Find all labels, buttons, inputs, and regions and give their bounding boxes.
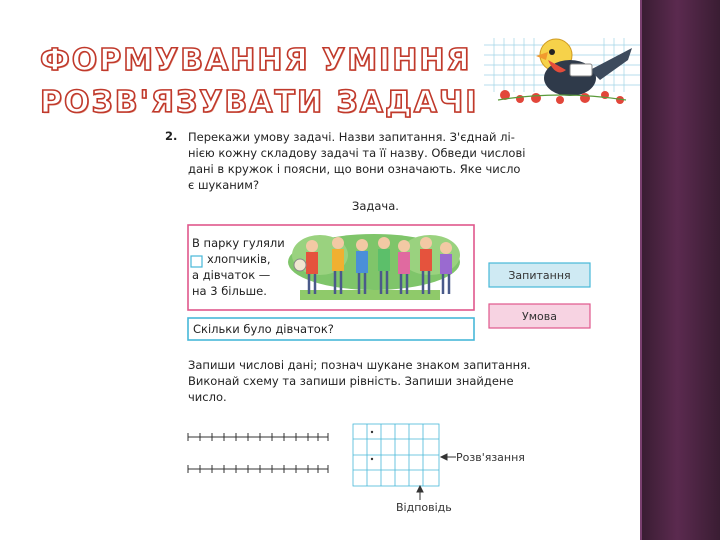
bird-illustration — [498, 39, 632, 104]
grid-dot-1 — [371, 431, 373, 433]
problem-question-text: Скільки було дівчаток? — [193, 322, 334, 336]
task-number: 2. — [165, 129, 178, 143]
instruction-line: дані в кружок і поясни, що вони означають. Яке число — [188, 162, 521, 176]
grid-dot-2 — [371, 458, 373, 460]
task-instruction-2 — [188, 357, 548, 405]
instruction-line: є шуканим? — [188, 178, 260, 192]
task-instruction — [188, 129, 548, 193]
instruction2-line: Запиши числові дані; познач шукане знаком запитання. — [188, 358, 531, 372]
title-line-1: ФОРМУВАННЯ УМІННЯ — [40, 43, 472, 78]
solution-label: Розв'язання — [456, 451, 525, 464]
segment-scheme-1 — [188, 433, 328, 441]
problem-line: В парку гуляли — [192, 236, 285, 250]
title-line-2: РОЗВ'ЯЗУВАТИ ЗАДАЧІ — [40, 85, 479, 120]
solution-arrow — [441, 454, 456, 460]
instruction-line: Перекажи умову задачі. Назви запитання. З'єднай лі- — [188, 130, 515, 144]
label-question: Запитання — [508, 268, 571, 282]
instruction-line: нією кожну складову задачі та її назву. Обведи числові — [188, 146, 526, 160]
instruction2-line: Виконай схему та запиши рівність. Запиши знайдене — [188, 374, 514, 388]
instruction2-line: число. — [188, 390, 227, 404]
label-condition: Умова — [522, 309, 557, 323]
problem-condition-text — [192, 235, 292, 299]
answer-arrow — [417, 486, 423, 500]
children-illustration — [288, 234, 460, 300]
problem-line: хлопчиків, — [207, 252, 271, 266]
problem-line: а дівчаток — — [192, 268, 271, 282]
segment-scheme-2 — [188, 465, 328, 473]
problem-line: на 3 більше. — [192, 284, 267, 298]
problem-heading: Задача. — [352, 199, 399, 213]
answer-grid — [353, 424, 439, 486]
answer-label: Відповідь — [396, 501, 452, 514]
